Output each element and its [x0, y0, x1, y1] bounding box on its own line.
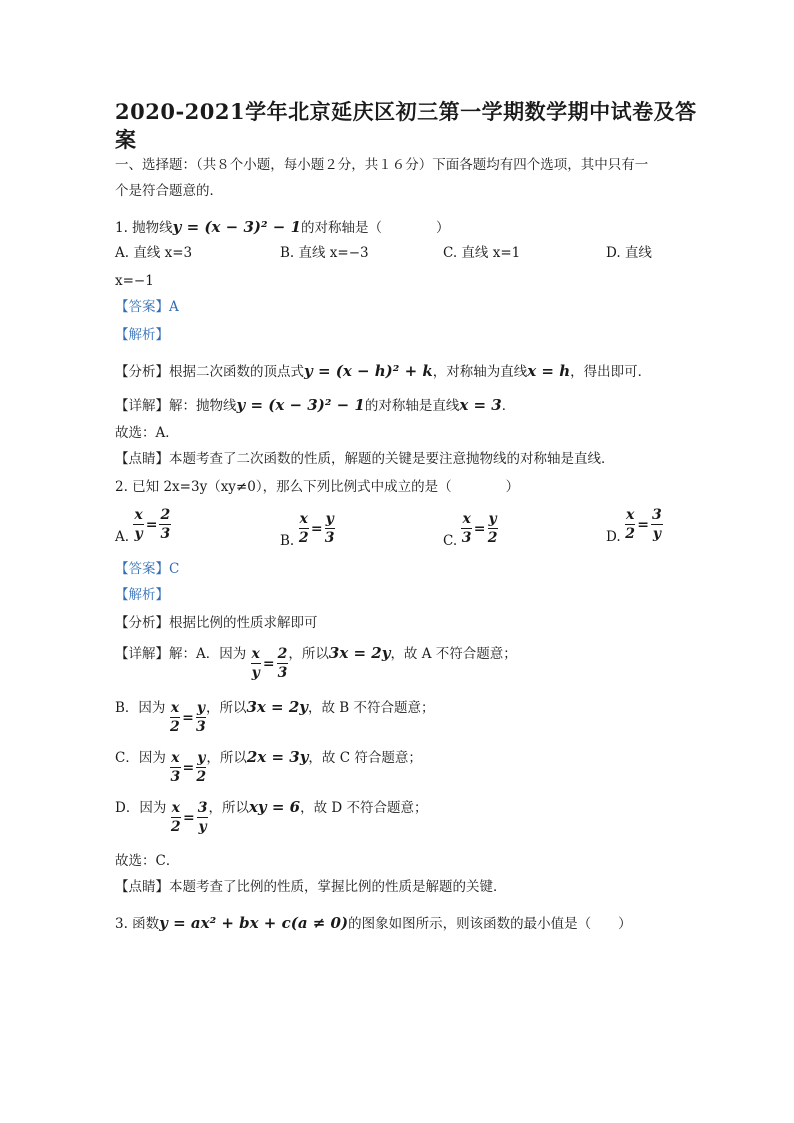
- detail-result: 3x = 2y: [246, 698, 308, 716]
- q1-stem: [115, 218, 450, 237]
- frac-denominator: y: [251, 665, 260, 681]
- detail-result: 2x = 3y: [246, 748, 309, 766]
- frac-numerator: x: [251, 646, 260, 662]
- frac-numerator: x: [170, 700, 180, 716]
- frac-numerator: 3: [197, 800, 208, 816]
- q1-option-d-cont: x=−1: [115, 273, 154, 289]
- section-instructions: 一、选择题：（共８个小题，每小题２分，共１６分）下面各题均有四个选项，其中只有一: [115, 157, 649, 173]
- q2-option-c: [443, 510, 498, 550]
- q1-comment: 【点睛】本题考查了二次函数的性质，解题的关键是要注意抛物线的对称轴是直线．: [115, 451, 615, 467]
- q2-comment: 【点睛】本题考查了比例的性质，掌握比例的性质是解题的关键．: [115, 879, 507, 895]
- q1-option-c: C. 直线 x=1: [443, 245, 521, 261]
- frac-denominator: y: [198, 819, 207, 835]
- q3-formula: y = ax² + bx + c(a ≠ 0): [159, 914, 349, 932]
- q1-detail: [115, 396, 515, 415]
- frac-numerator: x: [462, 511, 471, 527]
- q1-detail-formula2: x = 3: [459, 396, 502, 414]
- frac-numerator: x: [171, 800, 180, 816]
- frac-denominator: 2: [170, 819, 181, 835]
- q1-detail-mid: 的对称轴是直线: [364, 398, 460, 414]
- frac-denominator: 2: [298, 530, 309, 546]
- detail-prefix: B．因为: [115, 700, 166, 716]
- q2-detail-b: [115, 698, 435, 735]
- detail-fraction: [170, 700, 206, 735]
- q1-formula: y = (x − 3)² − 1: [172, 218, 302, 236]
- equals-sign: =: [310, 520, 323, 537]
- q2-option-letter: C.: [443, 533, 458, 549]
- q3-suffix: 的图象如图所示，则该函数的最小值是（ ）: [348, 916, 632, 932]
- q3-stem: [115, 914, 632, 933]
- q1-option-b: B. 直线 x=−3: [280, 245, 369, 261]
- equals-sign: =: [182, 709, 194, 726]
- detail-prefix: D．因为: [115, 800, 167, 816]
- detail-mid: ，所以: [208, 800, 249, 816]
- detail-fraction: [170, 750, 206, 785]
- page-title: 2020-2021学年北京延庆区初三第一学期数学期中试卷及答: [115, 99, 697, 124]
- q3-prefix: 3. 函数: [115, 916, 160, 932]
- frac-denominator: 2: [196, 769, 207, 785]
- frac-denominator: 3: [461, 530, 472, 546]
- detail-mid: ，所以: [205, 700, 247, 716]
- detail-suffix: ，故 C 符合题意；: [308, 750, 422, 766]
- q1-option-d: D. 直线: [606, 245, 652, 261]
- detail-result: xy = 6: [248, 798, 301, 816]
- q1-fenxi: [115, 362, 651, 381]
- frac-denominator: y: [134, 526, 143, 542]
- section-instructions-cont: 个是符合题意的．: [115, 183, 223, 199]
- frac-numerator: x: [134, 507, 143, 523]
- detail-fraction: [251, 646, 289, 681]
- q1-detail-prefix: 【详解】解：抛物线: [115, 398, 237, 414]
- q2-option-letter: B.: [280, 533, 295, 549]
- q1-fenxi-suffix: ，得出即可．: [570, 364, 652, 380]
- detail-mid: ，所以: [206, 750, 247, 766]
- equals-sign: =: [182, 759, 195, 776]
- q2-detail-d: [115, 798, 427, 835]
- q1-prefix: 1. 抛物线: [115, 220, 173, 236]
- q1-suffix: 的对称轴是（ ）: [301, 220, 450, 236]
- q2-stem: 2. 已知 2x=3y（xy≠0），那么下列比例式中成立的是（ ）: [115, 479, 520, 495]
- frac-denominator: 2: [487, 530, 498, 546]
- q1-fenxi-formula: y = (x − h)² + k: [304, 362, 433, 380]
- frac-numerator: x: [171, 750, 180, 766]
- detail-mid: ，所以: [288, 646, 329, 662]
- detail-result: 3x = 2y: [328, 644, 391, 662]
- frac-denominator: 3: [277, 665, 288, 681]
- q2-option-d: [606, 506, 663, 546]
- detail-prefix: C．因为: [115, 750, 166, 766]
- q1-detail-suffix: ．: [501, 398, 516, 414]
- q1-answer: 【答案】A: [115, 299, 179, 315]
- q2-conclusion: 故选：C．: [115, 853, 180, 869]
- q1-fenxi-formula2: x = h: [527, 362, 571, 380]
- detail-prefix: 【详解】解：A．因为: [115, 646, 247, 662]
- q1-option-a: A. 直线 x=3: [115, 245, 193, 261]
- q2-detail-a: [115, 644, 517, 681]
- detail-fraction: [171, 800, 209, 835]
- q2-answer: 【答案】C: [115, 561, 180, 577]
- equals-sign: =: [182, 809, 195, 826]
- frac-numerator: x: [625, 507, 635, 523]
- q2-fenxi: 【分析】根据比例的性质求解即可: [115, 615, 318, 631]
- q2-option-letter: A.: [115, 529, 130, 545]
- frac-numerator: y: [196, 700, 205, 716]
- frac-numerator: x: [299, 511, 308, 527]
- q2-option-d-fraction: [625, 507, 663, 542]
- frac-numerator: y: [488, 511, 497, 527]
- equals-sign: =: [145, 516, 158, 533]
- frac-denominator: 2: [625, 526, 635, 542]
- frac-numerator: y: [197, 750, 206, 766]
- q1-detail-formula: y = (x − 3)² − 1: [236, 396, 365, 414]
- q1-fenxi-mid: ，对称轴为直线: [432, 364, 528, 380]
- q2-option-a: [115, 506, 171, 546]
- q1-analysis-label: 【解析】: [115, 327, 169, 343]
- q2-analysis-label: 【解析】: [115, 587, 169, 603]
- frac-denominator: y: [652, 526, 661, 542]
- frac-numerator: 3: [652, 507, 662, 523]
- q1-fenxi-prefix: 【分析】根据二次函数的顶点式: [115, 364, 304, 380]
- equals-sign: =: [473, 520, 486, 537]
- q2-option-c-fraction: [461, 511, 497, 546]
- q2-option-letter: D.: [606, 529, 621, 545]
- q2-detail-c: [115, 748, 422, 785]
- equals-sign: =: [262, 655, 275, 672]
- detail-suffix: ，故 B 不符合题意；: [308, 700, 435, 716]
- frac-denominator: 3: [196, 719, 206, 735]
- q2-option-b: [280, 510, 335, 550]
- frac-denominator: 3: [324, 530, 335, 546]
- frac-denominator: 2: [170, 719, 180, 735]
- frac-numerator: y: [325, 511, 334, 527]
- frac-denominator: 3: [170, 769, 181, 785]
- page-title-cont: 案: [115, 127, 137, 152]
- frac-denominator: 3: [160, 526, 171, 542]
- frac-numerator: 2: [160, 507, 171, 523]
- detail-suffix: ，故 D 不符合题意；: [300, 800, 428, 816]
- detail-suffix: ，故 A 不符合题意；: [390, 646, 517, 662]
- equals-sign: =: [637, 516, 650, 533]
- frac-numerator: 2: [277, 646, 288, 662]
- q2-option-a-fraction: [133, 507, 171, 542]
- q2-option-b-fraction: [299, 511, 335, 546]
- q1-conclusion: 故选：A．: [115, 425, 179, 441]
